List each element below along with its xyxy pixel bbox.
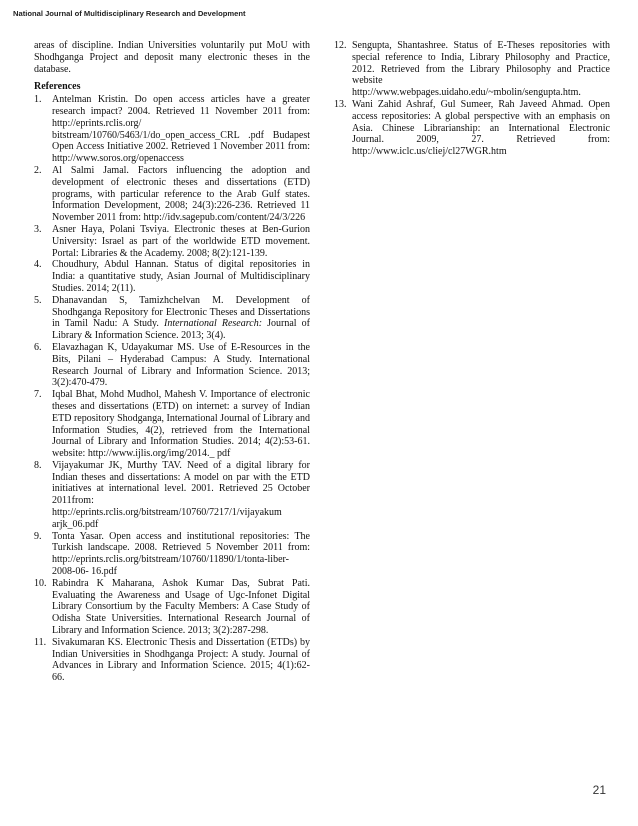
page-number: 21 <box>592 783 606 797</box>
reference-text: Vijayakumar JK, Murthy TAV. Need of a digital library for Indian theses and dissertations: A model on par with the ETD initiatives at international level. 2001. Retrieved 25 October 2011from: http://eprints.rclis.org/bitstream/10760/7217/1/vijayakum arjk_06.pdf <box>52 459 310 530</box>
reference-item <box>34 531 310 578</box>
intro-paragraph: areas of discipline. Indian Universities voluntarily put MoU with Shodhganga Project and deposit many electronic theses in the database. <box>34 40 310 75</box>
reference-text: Asner Haya, Polani Tsviya. Electronic theses at Ben-Gurion University: Israel as part of the worldwide ETD movement. Portal: Libraries & the Academy. 2008; 8(2):121-139. <box>52 223 310 259</box>
reference-number: 1. <box>34 94 42 106</box>
reference-text: Rabindra K Maharana, Ashok Kumar Das, Subrat Pati. Evaluating the Awareness and Usage of Ugc-Infonet Digital Library Consortium by the Faculty Members: A Case Study of Odisha State Universities. International Research Journal of Library and Information Science. 2013; 3(2):287-298. <box>52 577 310 637</box>
reference-text: Tonta Yasar. Open access and institutional repositories: The Turkish landscape. 2008. Retrieved 5 November 2011 from: http://eprints.rclis.org/bitstream/10760/11890/1/tonta-liber-2008-06- 16.pdf <box>52 530 310 578</box>
reference-number: 8. <box>34 459 42 471</box>
reference-text: Choudhury, Abdul Hannan. Status of digital repositories in India: a quantitative study, Asian Journal of Multidisciplinary Studies. 2014; 2(11). <box>52 259 310 294</box>
reference-number: 5. <box>34 294 42 306</box>
reference-text: Antelman Kristin. Do open access articles have a greater research impact? 2004. Retrieved 11 November 2011 from: http://eprints.rclis.org/ bitstream/10760/5463/1/do_open_access_CRL .pdf Budapest Open Access Initiative 2002. Retrieved 1 November 2011 from: http://www.soros.org/openaccess <box>52 94 310 165</box>
reference-text: Al Salmi Jamal. Factors influencing the adoption and development of electronic theses and dissertations (ETD) programs, with particular reference to the Arab Gulf states. Information Development, 2008; 24(3):226-236. Retrieved 11 November 2011 from: http://idv.sagepub.com/content/24/3/226 <box>52 164 310 224</box>
reference-item <box>34 224 310 259</box>
reference-number: 12. <box>334 40 347 51</box>
references-heading: References <box>34 81 81 93</box>
reference-text-part: Dhanavandan S, Tamizhchelvan M. Development of Shodhganga Repository for Electronic Theses and Dissertations in Tamil Nadu: A Study. <box>52 294 310 330</box>
journal-name-italic: International Research: <box>164 318 263 330</box>
reference-number: 3. <box>34 223 42 235</box>
reference-item <box>34 342 310 389</box>
reference-text: Sengupta, Shantashree. Status of E-Theses repositories with special reference to India, Library Philosophy and Practice, 2012. Retrieved from the Library Philosophy and Practice website http://www.webpages.uidaho.edu/~mbolin/sengupta.htm. <box>352 40 610 99</box>
reference-number: 6. <box>34 341 42 353</box>
reference-text: Sivakumaran KS. Electronic Thesis and Dissertation (ETDs) by Indian Universities in Shodhganga Project: A study. Journal of Advances in Library and Information Science. 2015; 4(1):62-66. <box>52 636 310 684</box>
reference-text-part: Journal of Library & Information Science. 2013; 3(4). <box>52 318 310 342</box>
journal-header: National Journal of Multidisciplinary Research and Development <box>13 9 246 18</box>
reference-number: 4. <box>34 259 42 271</box>
left-column <box>34 40 310 684</box>
reference-item <box>34 389 310 460</box>
reference-item <box>34 637 310 684</box>
reference-item <box>34 94 310 165</box>
reference-list <box>34 94 310 684</box>
reference-number: 2. <box>34 164 42 176</box>
reference-item <box>334 99 610 158</box>
reference-item <box>334 40 610 99</box>
reference-text: Wani Zahid Ashraf, Gul Sumeer, Rah Javeed Ahmad. Open access repositories: A global perspective with an emphasis on Asia. Chinese Librarianship: an International Electronic Journal. 2009, 27. Retrieved from: http://www.iclc.us/cliej/cl27WGR.htm <box>352 98 610 158</box>
reference-text: Elavazhagan K, Udayakumar MS. Use of E-Resources in the Bits, Pilani – Hyderabad Campus: A Study. International Research Journal of Library and Information Science. 2013; 3(2):470-479. <box>52 341 310 389</box>
reference-text: Iqbal Bhat, Mohd Mudhol, Mahesh V. Importance of electronic theses and dissertations (ETD) on internet: a survey of Indian ETD repository Shodganga, International Journal of Library and Information Studies, 4(2), retrieved from the International Journal of Library and Information Studies. 2014; 4(2):53-61. website: http://www.ijlis.org/img/2014._ pdf <box>52 389 310 460</box>
reference-text <box>52 295 310 342</box>
reference-item <box>34 460 310 531</box>
reference-number: 9. <box>34 530 42 542</box>
reference-number: 13. <box>334 98 347 110</box>
reference-number: 10. <box>34 577 47 589</box>
reference-number: 11. <box>34 636 47 648</box>
reference-item <box>34 295 310 342</box>
right-column <box>334 40 610 158</box>
reference-item <box>34 578 310 637</box>
reference-item <box>34 165 310 224</box>
reference-number: 7. <box>34 389 42 401</box>
reference-list <box>334 40 610 158</box>
reference-item <box>34 259 310 294</box>
